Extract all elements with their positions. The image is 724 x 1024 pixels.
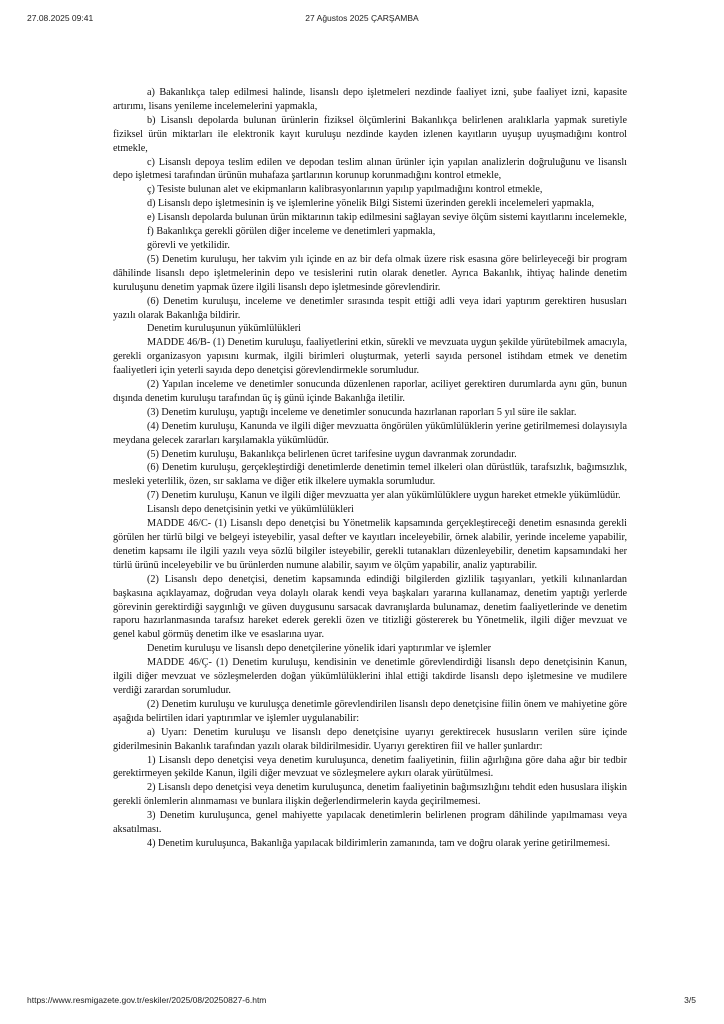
paragraph: (5) Denetim kuruluşu, her takvim yılı içinde en az bir defa olmak üzere risk esasına göre belirleyeceği bir program dâhilinde lisanslı depo işletmelerinin depo ve tesislerini rutin olarak denetler. Ayrıca Bakanlık, ihtiyaç halinde denetim kuruluşunu denetim yapmak üzere ilgili lisanslı depo işletmesinde görevlendirir.: [113, 253, 627, 293]
paragraph: (2) Lisanslı depo denetçisi, denetim kapsamında edindiği bilgilerden gizlilik taşıyanları, yetkili kılınanlardan başkasına açıklayamaz, doğrudan veya dolaylı olarak kendi veya başkaları yararına kullanamaz, denetim yaptığı yerlerde görevinin gerektirdiği saygınlığı ve güven duygusunu sarsacak davranışlarda bulunamaz, denetim faaliyetlerinde ve denetim raporu hazırlanmasında tarafsız hareket ederek gerekli özen ve titizliği göstererek bu Yönetmelik, ilgili diğer mevzuat ve genel kabul görmüş denetim ilke ve esaslarına uyar.: [113, 573, 627, 641]
paragraph: (6) Denetim kuruluşu, gerçekleştirdiği denetimlerde denetimin temel ilkeleri olan dürüstlük, tarafsızlık, bağımsızlık, mesleki yeterlilik, özen, sır saklama ve diğer etik ilkelere uymakla sorumludur.: [113, 462, 627, 488]
paragraph: MADDE 46/C- (1) Lisanslı depo denetçisi bu Yönetmelik kapsamında gerçekleştireceği denetim esnasında gerekli görülen her türlü bilgi ve belgeyi isteyebilir, yasal defter ve kayıtları inceleyebilir, örnek alabilir, yerinde inceleme yapabilir, denetim kapsamı ile ilgili yazılı veya sözlü bilgiler isteyebilir, gerekli tutanakları düzenleyebilir, denetim kapsamındaki her türlü ürünü inceleyebilir ve bu ürünlerden numune alabilir, sayım ve ölçüm yapabilir, analiz yaptırabilir.: [113, 518, 627, 571]
paragraph: MADDE 46/Ç- (1) Denetim kuruluşu, kendisinin ve denetimle görevlendirdiği lisanslı depo denetçisinin Kanun, ilgili diğer mevzuat ve sözleşmelerden doğan yükümlülüklerini ihlal ettiği takdirde lisanslı depo işletmesine ve mudilere verdiği zarardan sorumludur.: [113, 657, 627, 696]
print-timestamp: 27.08.2025 09:41: [27, 13, 94, 23]
paragraph: (2) Yapılan inceleme ve denetimler sonucunda düzenlenen raporlar, aciliyet gerektiren durumlarda aynı gün, bunun dışında denetim kuruluşu tarafından üç iş günü içinde Bakanlığa iletilir.: [113, 379, 627, 404]
page-number: 3/5: [684, 995, 696, 1005]
paragraph: (4) Denetim kuruluşu, Kanunda ve ilgili diğer mevzuatta öngörülen yükümlülüklerin yerine getirilmemesi dolayısıyla meydana gelecek zararları karşılamakla yükümlüdür.: [113, 420, 627, 446]
paragraph: a) Bakanlıkça talep edilmesi halinde, lisanslı depo işletmeleri nezdinde faaliyet izni, şube faaliyet izni, kapasite artırımı, lisans yenileme incelemelerini yapmakla,: [113, 87, 627, 112]
paragraph: (2) Denetim kuruluşu ve kuruluşça denetimle görevlendirilen lisanslı depo denetçisine fiilin önem ve mahiyetine göre aşağıda belirtilen idari yaptırımlar ve işlemler uygulanabilir:: [113, 698, 627, 724]
paragraph: 3) Denetim kuruluşunca, genel mahiyette yapılacak denetimlerin belirlenen program dâhilinde yapılmaması veya aksatılması.: [113, 810, 627, 836]
section-heading: Denetim kuruluşunun yükümlülükleri: [147, 323, 301, 335]
paragraph: d) Lisanslı depo işletmesinin iş ve işlemlerine yönelik Bilgi Sistemi üzerinden gerekli incelemeleri yapmakla,: [147, 198, 595, 210]
paragraph: ç) Tesiste bulunan alet ve ekipmanların kalibrasyonlarının yapılıp yapılmadığını kontrol etmekle,: [147, 184, 543, 196]
paragraph: (5) Denetim kuruluşu, Bakanlıkça belirlenen ücret tarifesine uygun davranmak zorundadır.: [147, 448, 517, 460]
paragraph: e) Lisanslı depolarda bulunan ürün miktarının takip edilmesini sağlayan seviye ölçüm sistemi kayıtlarını incelemekle,: [147, 212, 627, 224]
paragraph: (7) Denetim kuruluşu, Kanun ve ilgili diğer mevzuatta yer alan yükümlülüklere uygun hareket etmekle yükümlüdür.: [147, 490, 621, 502]
paragraph: (6) Denetim kuruluşu, inceleme ve denetimler sırasında tespit ettiği adli veya idari yaptırım gerektiren hususları yazılı olarak Bakanlığa bildirir.: [113, 295, 627, 321]
page-url-link[interactable]: https://www.resmigazete.gov.tr/eskiler/2025/08/20250827-6.htm: [27, 995, 267, 1005]
paragraph: 2) Lisanslı depo denetçisi veya denetim kuruluşunca, denetim faaliyetinin bağımsızlığını tehdit eden hususlara ilişkin gerekli önlemlerin alınmaması ve bunlara ilişkin değerlendirmelerin kayda geçirilmemesi.: [113, 782, 627, 808]
paragraph: f) Bakanlıkça gerekli görülen diğer inceleme ve denetimleri yapmakla,: [147, 226, 436, 238]
document-body: [113, 86, 627, 851]
section-heading: Lisanslı depo denetçisinin yetki ve yükümlülükleri: [147, 504, 354, 516]
paragraph: 1) Lisanslı depo denetçisi veya denetim kuruluşunca, denetim faaliyetinin, fiilin ağırlığına göre daha ağır bir tedbir gerektirmeyen şekilde Kanun, ilgili diğer mevzuat ve sözleşmelere aykırı olarak yürütülmesi.: [113, 754, 627, 780]
paragraph: MADDE 46/B- (1) Denetim kuruluşu, faaliyetlerini etkin, sürekli ve mevzuata uygun şekilde yürütebilmek amacıyla, gerekli organizasyon yapısını kurmak, ilgili birimleri oluşturmak, yeterli sayıda personel istihdam etmek ve denetim faaliyetleri için yeterli sayıda depo denetçisi görevlendirmekle sorumludur.: [113, 337, 627, 377]
paragraph: b) Lisanslı depolarda bulunan ürünlerin fiziksel ölçümlerini Bakanlıkça belirlenen aralıklarla yapmak suretiyle fiziksel ürün miktarları ile elektronik kayıt kuruluşu nezdinde kayden izlenen kayıtların uyuşup uyuşmadığını kontrol etmekle,: [113, 114, 627, 154]
gazette-date-title: 27 Ağustos 2025 ÇARŞAMBA: [305, 13, 419, 23]
paragraph: 4) Denetim kuruluşunca, Bakanlığa yapılacak bildirimlerin zamanında, tam ve doğru olarak yerine getirilmemesi.: [147, 837, 611, 849]
section-heading: Denetim kuruluşu ve lisanslı depo denetçilerine yönelik idari yaptırımlar ve işlemler: [147, 643, 492, 655]
paragraph: a) Uyarı: Denetim kuruluşu ve lisanslı depo denetçisine uyarıyı gerektirecek hususların verilen süre içinde giderilmesinin Bakanlık tarafından yazılı olarak bildirilmesidir. Uyarıyı gerektiren fiil ve haller şunlardır:: [113, 726, 627, 752]
paragraph: c) Lisanslı depoya teslim edilen ve depodan teslim alınan ürünler için yapılan analizlerin doğruluğunu ve lisanslı depo işletmesi tarafından ürünün muhafaza şartlarının korunup korunmadığını kontrol etmekle,: [113, 156, 627, 182]
paragraph: görevli ve yetkilidir.: [147, 239, 230, 251]
paragraph: (3) Denetim kuruluşu, yaptığı inceleme ve denetimler sonucunda hazırlanan raporları 5 yıl süre ile saklar.: [147, 406, 577, 418]
